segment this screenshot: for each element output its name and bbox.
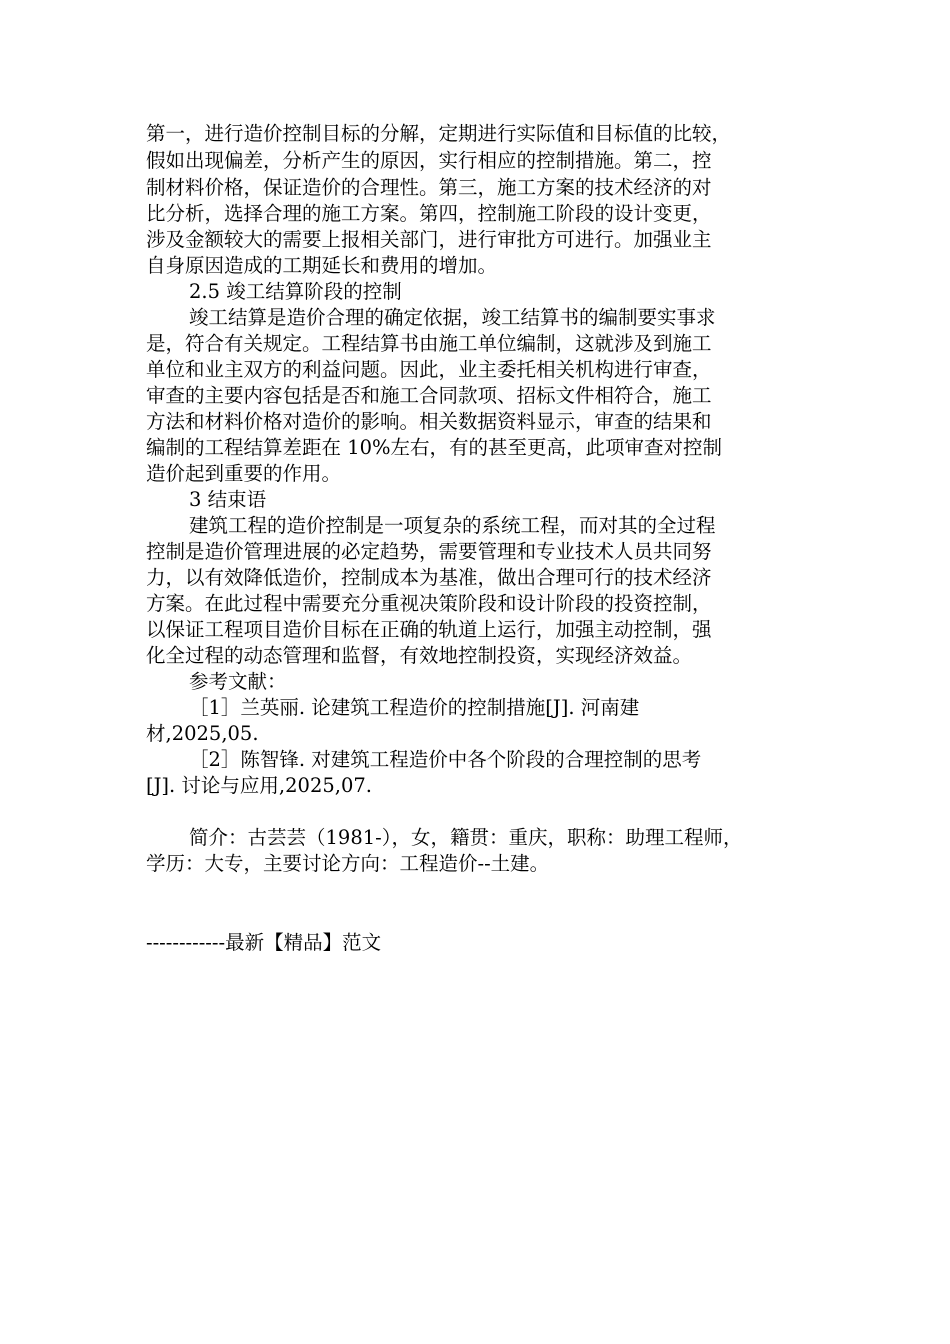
paragraph-line: 建筑工程的造价控制是一项复杂的系统工程，而对其的全过程 — [189, 514, 716, 537]
paragraph-line: 化全过程的动态管理和监督，有效地控制投资，实现经济效益。 — [146, 644, 693, 667]
footer-text: ------------最新【精品】范文 — [146, 931, 382, 954]
paragraph-line: 是，符合有关规定。工程结算书由施工单位编制，这就涉及到施工 — [146, 332, 712, 355]
references-heading: 参考文献： — [189, 670, 287, 693]
paragraph-line: 方案。在此过程中需要充分重视决策阶段和设计阶段的投资控制， — [146, 592, 712, 615]
paragraph-line: 编制的工程结算差距在 10%左右，有的甚至更高，此项审查对控制 — [146, 436, 723, 459]
paragraph-line: 控制是造价管理进展的必定趋势，需要管理和专业技术人员共同努 — [146, 540, 712, 563]
author-bio: 简介：古芸芸（1981-），女，籍贯：重庆，职称：助理工程师， — [189, 826, 743, 849]
section-heading: 2.5 竣工结算阶段的控制 — [189, 280, 402, 303]
paragraph-line: 制材料价格，保证造价的合理性。第三，施工方案的技术经济的对 — [146, 176, 712, 199]
paragraph-line: 涉及金额较大的需要上报相关部门，进行审批方可进行。加强业主 — [146, 228, 712, 251]
paragraph-line: 造价起到重要的作用。 — [146, 462, 342, 485]
paragraph-line: 第一，进行造价控制目标的分解，定期进行实际值和目标值的比较， — [146, 122, 732, 145]
paragraph-line: 审查的主要内容包括是否和施工合同款项、招标文件相符合，施工 — [146, 384, 712, 407]
paragraph-line: 单位和业主双方的利益问题。因此，业主委托相关机构进行审查， — [146, 358, 712, 381]
paragraph-line: 力，以有效降低造价，控制成本为基准，做出合理可行的技术经济 — [146, 566, 712, 589]
reference-item: ［2］陈智锋. 对建筑工程造价中各个阶段的合理控制的思考 — [189, 748, 702, 771]
paragraph-line: 比分析，选择合理的施工方案。第四，控制施工阶段的设计变更， — [146, 202, 712, 225]
paragraph-line: 竣工结算是造价合理的确定依据，竣工结算书的编制要实事求 — [189, 306, 716, 329]
paragraph-line: 以保证工程项目造价目标在正确的轨道上运行，加强主动控制，强 — [146, 618, 712, 641]
author-bio: 学历：大专，主要讨论方向：工程造价--土建。 — [146, 852, 550, 875]
reference-item: [J]. 讨论与应用,2025,07. — [146, 774, 372, 797]
paragraph-line: 假如出现偏差，分析产生的原因，实行相应的控制措施。第二，控 — [146, 149, 712, 172]
reference-item: ［1］兰英丽. 论建筑工程造价的控制措施[J]. 河南建 — [189, 696, 640, 719]
reference-item: 材,2025,05. — [146, 722, 259, 745]
section-heading: 3 结束语 — [189, 488, 267, 511]
paragraph-line: 方法和材料价格对造价的影响。相关数据资料显示，审查的结果和 — [146, 410, 712, 433]
paragraph-line: 自身原因造成的工期延长和费用的增加。 — [146, 254, 498, 277]
